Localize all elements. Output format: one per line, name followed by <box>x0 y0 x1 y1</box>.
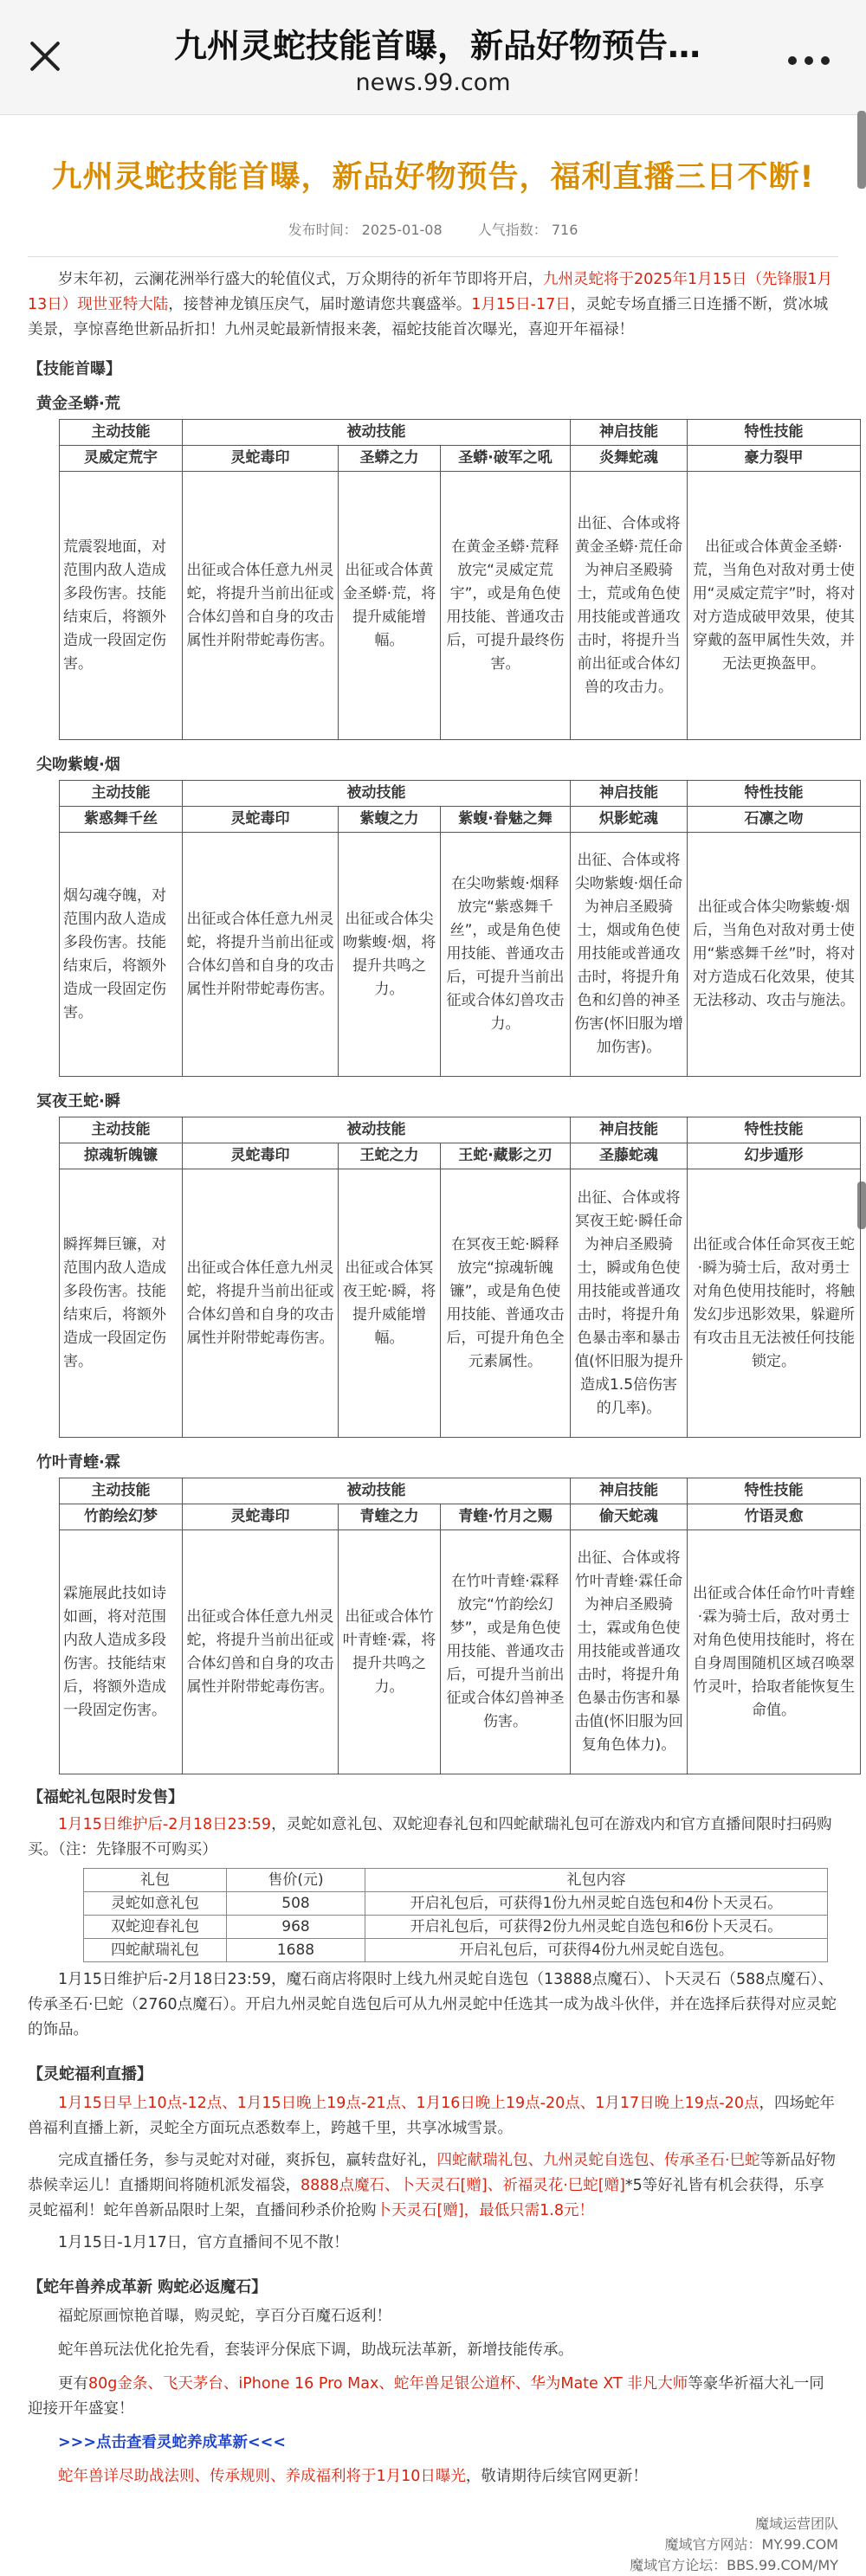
reform-paragraph-3: 更有80g金条、飞天茅台、iPhone 16 Pro Max、蛇年兽足银公道杯、华为Mate XT 非凡大师等豪华祈福大礼一同迎接开年盛宴！ <box>28 2375 824 2418</box>
shop-paragraph: 1月15日维护后-2月18日23:59，魔石商店将限时上线九州灵蛇自选包（13888点魔石）、卜天灵石（588点魔石）、传承圣石·巳蛇（2760点魔石）。开启九州灵蛇自选包后可从九州灵蛇中任选其一成为战斗伙伴，并在选择后获得对应灵蛇的饰品。 <box>28 1971 837 2038</box>
skill-table-category-row <box>60 1117 861 1143</box>
skill-table-desc-row <box>60 1530 861 1774</box>
skill-name: 竹韵绘幻梦 <box>60 1504 183 1530</box>
skill-description: 出征或合体任命竹叶青蝰·霖为骑士后，敌对勇士对角色使用技能时，将在自身周围随机区域召唤翠竹灵叶，拾取者能恢复生命值。 <box>688 1530 861 1774</box>
live-heading: 【灵蛇福利直播】 <box>28 2065 152 2083</box>
table-row <box>84 1939 828 1962</box>
skill-name: 紫惑舞千丝 <box>60 807 183 833</box>
skill-name: 炽影蛇魂 <box>571 807 688 833</box>
header-passive: 被动技能 <box>183 1117 571 1143</box>
browser-topbar <box>0 0 866 115</box>
skill-table-category-row <box>60 1478 861 1504</box>
skill-name: 豪力裂甲 <box>688 446 861 472</box>
skill-group-title: 竹叶青蝰·霖 <box>36 1453 120 1472</box>
skill-description: 出征、合体或将黄金圣蟒·荒任命为神启圣殿骑士，荒或角色使用技能或普通攻击时，将提升当前出征或合体幻兽的攻击力。 <box>571 472 688 740</box>
skill-description: 出征或合体任命冥夜王蛇·瞬为骑士后，敌对勇士对角色使用技能时，将触发幻步迅影效果，躲避所有攻击且无法被任何技能锁定。 <box>688 1169 861 1438</box>
skill-name: 灵蛇毒印 <box>183 1143 339 1169</box>
more-icon[interactable] <box>788 52 840 64</box>
footer <box>28 2514 838 2576</box>
skill-table <box>59 419 861 740</box>
pack-name: 四蛇献瑞礼包 <box>84 1939 227 1962</box>
table-row <box>84 1892 828 1916</box>
th-price: 售价(元) <box>227 1869 365 1892</box>
pack-content: 开启礼包后，可获得2份九州灵蛇自选包和6份卜天灵石。 <box>365 1916 828 1939</box>
skill-description: 出征或合体竹叶青蝰·霖，将提升共鸣之力。 <box>339 1530 441 1774</box>
skill-name: 紫蝮·眷魅之舞 <box>441 807 571 833</box>
skill-table-name-row <box>60 446 861 472</box>
skill-description: 出征或合体任意九州灵蛇，将提升当前出征或合体幻兽和自身的攻击属性并附带蛇毒伤害。 <box>183 1530 339 1774</box>
footer-team: 魔域运营团队 <box>754 2515 838 2532</box>
publish-date: 发布时间： 2025-01-08 <box>288 222 443 238</box>
header-active: 主动技能 <box>60 1478 183 1504</box>
header-passive: 被动技能 <box>183 781 571 807</box>
skill-table-category-row <box>60 420 861 446</box>
pack-name: 灵蛇如意礼包 <box>84 1892 227 1916</box>
skill-name: 圣蟒之力 <box>339 446 441 472</box>
th-content: 礼包内容 <box>365 1869 828 1892</box>
packs-heading: 【福蛇礼包限时发售】 <box>28 1788 184 1806</box>
skill-name: 圣藤蛇魂 <box>571 1143 688 1169</box>
skill-table <box>59 1478 861 1774</box>
skill-name: 灵威定荒宇 <box>60 446 183 472</box>
header-trait: 特性技能 <box>688 1478 861 1504</box>
reform-link[interactable]: >>>点击查看灵蛇养成革新<<< <box>58 2434 286 2451</box>
skill-description: 出征或合体黄金圣蟒·荒，将提升威能增幅。 <box>339 472 441 740</box>
skill-description: 瞬挥舞巨镰，对范围内敌人造成多段伤害。技能结束后，将额外造成一段固定伤害。 <box>60 1169 183 1438</box>
skill-table-name-row <box>60 1504 861 1530</box>
skill-name: 灵蛇毒印 <box>183 446 339 472</box>
skills-heading: 【技能首曝】 <box>28 360 121 378</box>
skill-name: 王蛇·藏影之刃 <box>441 1143 571 1169</box>
header-passive: 被动技能 <box>183 1478 571 1504</box>
pack-name: 双蛇迎春礼包 <box>84 1916 227 1939</box>
live-paragraph-1: 1月15日早上10点-12点、1月15日晚上19点-21点、1月16日晚上19点-20点、1月17日晚上19点-20点，四场蛇年兽福利直播上新，灵蛇全方面玩点悉数奉上，跨越千里，共享冰城雪景。 <box>28 2095 836 2137</box>
skill-name: 灵蛇毒印 <box>183 807 339 833</box>
article <box>0 153 866 2576</box>
skill-name: 竹语灵愈 <box>688 1504 861 1530</box>
reform-paragraph-2: 蛇年兽玩法优化抢先看，套装评分保底下调，助战玩法革新，新增技能传承。 <box>58 2341 573 2359</box>
header-active: 主动技能 <box>60 420 183 446</box>
skill-description: 在竹叶青蝰·霖释放完“竹韵绘幻梦”，或是角色使用技能、普通攻击后，可提升当前出征或合体幻兽神圣伤害。 <box>441 1530 571 1774</box>
view-count: 人气指数： 716 <box>477 222 578 238</box>
header-god: 神启技能 <box>571 1117 688 1143</box>
header-god: 神启技能 <box>571 420 688 446</box>
footer-forum[interactable]: 魔域官方论坛：BBS.99.COM/MY <box>630 2557 838 2573</box>
skill-table <box>59 1117 861 1438</box>
header-trait: 特性技能 <box>688 420 861 446</box>
skill-name: 掠魂斩魄镰 <box>60 1143 183 1169</box>
header-trait: 特性技能 <box>688 781 861 807</box>
skill-description: 出征、合体或将竹叶青蝰·霖任命为神启圣殿骑士，霖或角色使用技能或普通攻击时，将提升角色暴击伤害和暴击值(怀旧服为回复角色体力)。 <box>571 1530 688 1774</box>
packs-paragraph: 1月15日维护后-2月18日23:59，灵蛇如意礼包、双蛇迎春礼包和四蛇献瑞礼包可在游戏内和官方直播间限时扫码购买。（注：先锋服不可购买） <box>28 1816 832 1858</box>
skill-name: 青蝰·竹月之赐 <box>441 1504 571 1530</box>
pack-price: 1688 <box>227 1939 365 1962</box>
reform-heading: 【蛇年兽养成革新 购蛇必返魔石】 <box>28 2278 268 2296</box>
live-paragraph-2: 完成直播任务，参与灵蛇对对碰，爽拆包，赢转盘好礼，四蛇献瑞礼包、九州灵蛇自选包、传承圣石·巳蛇等新品好物恭候幸运儿！直播期间将随机派发福袋，8888点魔石、卜天灵石[赠]、祈福灵花·巳蛇[赠]*5等好礼皆有机会获得，乐享灵蛇福利！蛇年兽新品限时上架，直播间秒杀价抢购卜天灵石[赠]，最低只需1.8元！ <box>28 2152 837 2219</box>
skill-name: 偷天蛇魂 <box>571 1504 688 1530</box>
skill-description: 烟勾魂夺魄，对范围内敌人造成多段伤害。技能结束后，将额外造成一段固定伤害。 <box>60 833 183 1077</box>
intro-paragraph: 岁末年初，云澜花洲举行盛大的轮值仪式，万众期待的祈年节即将开启，九州灵蛇将于2025年1月15日（先锋服1月13日）现世亚特大陆，接替神龙镇压戾气，届时邀请您共襄盛举。1月15日-17日，灵蛇专场直播三日连播不断，赏冰城美景，享惊喜绝世新品折扣！九州灵蛇最新情报来袭，福蛇技能首次曝光，喜迎开年福禄！ <box>28 271 833 338</box>
skill-table-name-row <box>60 807 861 833</box>
skill-description: 出征或合体任意九州灵蛇，将提升当前出征或合体幻兽和自身的攻击属性并附带蛇毒伤害。 <box>183 1169 339 1438</box>
skill-description: 出征、合体或将冥夜王蛇·瞬任命为神启圣殿骑士，瞬或角色使用技能或普通攻击时，将提升角色暴击率和暴击值(怀旧服为提升造成1.5倍伤害的几率)。 <box>571 1169 688 1438</box>
article-title: 九州灵蛇技能首曝，新品好物预告，福利直播三日不断! <box>51 160 815 195</box>
table-row <box>84 1916 828 1939</box>
reform-paragraph-4: 蛇年兽详尽助战法则、传承规则、养成福利将于1月10日曝光，敬请期待后续官网更新！ <box>58 2468 648 2485</box>
skill-name: 炎舞蛇魂 <box>571 446 688 472</box>
skill-description: 在冥夜王蛇·瞬释放完“掠魂斩魄镰”，或是角色使用技能、普通攻击后，可提升角色全元素属性。 <box>441 1169 571 1438</box>
skill-description: 出征、合体或将尖吻紫蝮·烟任命为神启圣殿骑士，烟或角色使用技能或普通攻击时，将提升角色和幻兽的神圣伤害(怀旧服为增加伤害)。 <box>571 833 688 1077</box>
packs-table <box>83 1868 828 1962</box>
skill-description: 出征或合体任意九州灵蛇，将提升当前出征或合体幻兽和自身的攻击属性并附带蛇毒伤害。 <box>183 472 339 740</box>
header-active: 主动技能 <box>60 781 183 807</box>
skill-name: 青蝰之力 <box>339 1504 441 1530</box>
pack-content: 开启礼包后，可获得4份九州灵蛇自选包。 <box>365 1939 828 1962</box>
skill-description: 出征或合体黄金圣蟒·荒，当角色对敌对勇士使用“灵威定荒宇”时，将对对方造成破甲效果，使其穿戴的盔甲属性失效，并无法更换盔甲。 <box>688 472 861 740</box>
skill-description: 出征或合体冥夜王蛇·瞬，将提升威能增幅。 <box>339 1169 441 1438</box>
skill-name: 王蛇之力 <box>339 1143 441 1169</box>
skill-table-desc-row <box>60 1169 861 1438</box>
reform-paragraph-1: 福蛇原画惊艳首曝，购灵蛇，享百分百魔石返利！ <box>58 2308 391 2325</box>
header-passive: 被动技能 <box>183 420 571 446</box>
live-paragraph-3: 1月15日-1月17日，官方直播间不见不散！ <box>58 2234 349 2251</box>
packs-table-header <box>84 1869 828 1892</box>
skill-description: 荒震裂地面，对范围内敌人造成多段伤害。技能结束后，将额外造成一段固定伤害。 <box>60 472 183 740</box>
skill-group-title: 黄金圣蟒·荒 <box>36 395 120 413</box>
skill-description: 在尖吻紫蝮·烟释放完“紫惑舞千丝”，或是角色使用技能、普通攻击后，可提升当前出征或合体幻兽攻击力。 <box>441 833 571 1077</box>
th-pack: 礼包 <box>84 1869 227 1892</box>
header-god: 神启技能 <box>571 781 688 807</box>
skill-table-desc-row <box>60 472 861 740</box>
skill-description: 出征或合体任意九州灵蛇，将提升当前出征或合体幻兽和自身的攻击属性并附带蛇毒伤害。 <box>183 833 339 1077</box>
header-god: 神启技能 <box>571 1478 688 1504</box>
skill-name: 灵蛇毒印 <box>183 1504 339 1530</box>
skill-table-name-row <box>60 1143 861 1169</box>
skill-name: 石凛之吻 <box>688 807 861 833</box>
skill-table <box>59 780 861 1077</box>
page-domain: news.99.com <box>355 69 511 96</box>
skill-description: 在黄金圣蟒·荒释放完“灵威定荒宇”，或是角色使用技能、普通攻击后，可提升最终伤害。 <box>441 472 571 740</box>
reform-link-line <box>28 2431 838 2456</box>
pack-price: 508 <box>227 1892 365 1916</box>
footer-site[interactable]: 魔域官方网站：MY.99.COM <box>664 2536 838 2553</box>
skill-group-title: 尖吻紫蝮·烟 <box>36 756 120 774</box>
skill-name: 幻步遁形 <box>688 1143 861 1169</box>
skill-group-title: 冥夜王蛇·瞬 <box>36 1092 120 1111</box>
pack-price: 968 <box>227 1916 365 1939</box>
pack-content: 开启礼包后，可获得1份九州灵蛇自选包和4份卜天灵石。 <box>365 1892 828 1916</box>
skill-name: 紫蝮之力 <box>339 807 441 833</box>
page-title-bar: 九州灵蛇技能首曝，新品好物预告… <box>173 27 701 65</box>
article-meta <box>28 219 838 257</box>
skill-description: 出征或合体尖吻紫蝮·烟后，当角色对敌对勇士使用“紫惑舞千丝”时，将对对方造成石化效果，使其无法移动、攻击与施法。 <box>688 833 861 1077</box>
skill-description: 出征或合体尖吻紫蝮·烟，将提升共鸣之力。 <box>339 833 441 1077</box>
skill-table-category-row <box>60 781 861 807</box>
header-trait: 特性技能 <box>688 1117 861 1143</box>
skill-description: 霖施展此技如诗如画，将对范围内敌人造成多段伤害。技能结束后，将额外造成一段固定伤害。 <box>60 1530 183 1774</box>
skill-groups <box>28 391 856 1774</box>
skill-table-desc-row <box>60 833 861 1077</box>
skill-name: 圣蟒·破军之吼 <box>441 446 571 472</box>
header-active: 主动技能 <box>60 1117 183 1143</box>
